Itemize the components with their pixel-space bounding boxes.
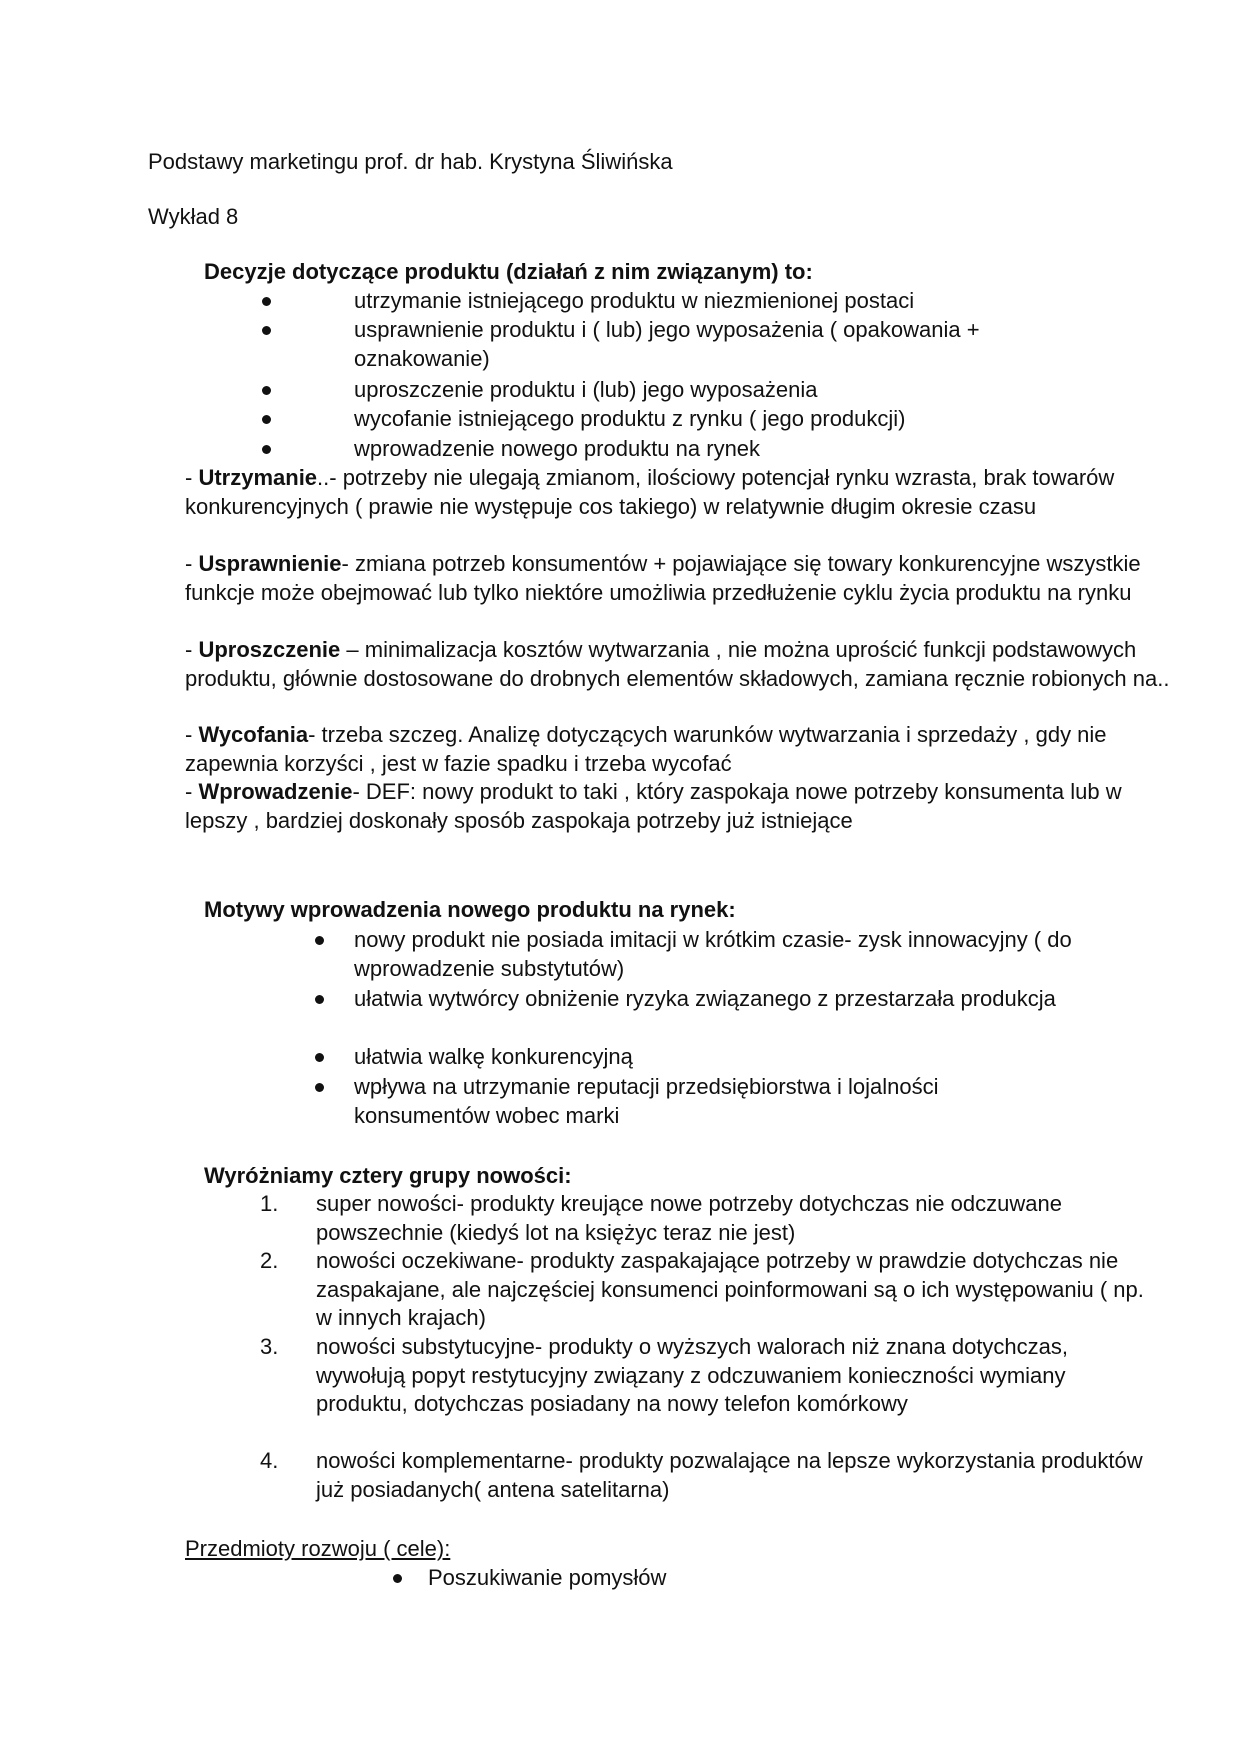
definition-wprowadzenie: - Wprowadzenie- DEF: nowy produkt to taki , który zaspokaja nowe potrzeby konsumenta lub w lepszy , bardziej doskonały sposób zaspokaja potrzeby już istniejące — [185, 779, 1122, 833]
definition-text: – minimalizacja kosztów wytwarzania , nie można uprościć funkcji podstawowych produktu, głównie dostosowane do drobnych elementów składowych, zamiana ręcznie robionych na.. — [185, 637, 1170, 691]
list-number: 2. — [260, 1248, 279, 1273]
list-number: 1. — [260, 1191, 279, 1216]
list-number: 3. — [260, 1334, 279, 1359]
list-item: usprawnienie produktu i ( lub) jego wyposażenia ( opakowania + oznakowanie) — [354, 317, 980, 371]
bullet-dot — [315, 1083, 324, 1092]
section-heading-motives: Motywy wprowadzenia nowego produktu na rynek: — [204, 897, 736, 922]
bullet-dot — [315, 936, 324, 945]
numbered-item: super nowości- produkty kreujące nowe potrzeby dotychczas nie odczuwane powszechnie (kiedyś lot na księżyc teraz nie jest) — [316, 1191, 1062, 1245]
definition-term: Wycofania — [198, 722, 309, 747]
lecture-number: Wykład 8 — [148, 204, 239, 229]
list-item: wpływa na utrzymanie reputacji przedsiębiorstwa i lojalności konsumentów wobec marki — [354, 1074, 939, 1128]
list-item: nowy produkt nie posiada imitacji w krótkim czasie- zysk innowacyjny ( do wprowadzenie substytutów) — [354, 927, 1072, 981]
definition-term: Utrzymanie — [198, 465, 318, 490]
list-item: wycofanie istniejącego produktu z rynku ( jego produkcji) — [354, 406, 906, 431]
bullet-dot — [262, 297, 271, 306]
bullet-dot — [393, 1574, 402, 1583]
section-heading-decisions: Decyzje dotyczące produktu (działań z nim związanym) to: — [204, 259, 813, 284]
definition-uproszczenie: - Uproszczenie – minimalizacja kosztów wytwarzania , nie można uprościć funkcji podstawowych produktu, głównie dostosowane do drobnych elementów składowych, zamiana ręcznie robionych na.. — [185, 637, 1170, 691]
list-item: ułatwia walkę konkurencyjną — [354, 1044, 633, 1069]
definition-term: Usprawnienie — [198, 551, 342, 576]
definition-text: ..- potrzeby nie ulegają zmianom, ilościowy potencjał rynku wzrasta, brak towarów konkurencyjnych ( prawie nie występuje cos takiego) w relatywnie długim okresie czasu — [185, 465, 1115, 519]
document-title: Podstawy marketingu prof. dr hab. Krystyna Śliwińska — [148, 149, 673, 174]
numbered-item: nowości oczekiwane- produkty zaspakajające potrzeby w prawdzie dotychczas nie zaspakajane, ale najczęściej konsumenci poinformowani są o ich występowaniu ( np. w innych krajach) — [316, 1248, 1144, 1330]
list-item: wprowadzenie nowego produktu na rynek — [354, 436, 761, 461]
definition-term: Uproszczenie — [198, 637, 341, 662]
list-item: uproszczenie produktu i (lub) jego wyposażenia — [354, 377, 818, 402]
list-item: ułatwia wytwórcy obniżenie ryzyka związanego z przestarzała produkcja — [354, 986, 1056, 1011]
definition-wycofania: - Wycofania- trzeba szczeg. Analizę dotyczących warunków wytwarzania i sprzedaży , gdy nie zapewnia korzyści , jest w fazie spadku i trzeba wycofać — [185, 722, 1107, 776]
section-heading-novelty-groups: Wyróżniamy cztery grupy nowości: — [204, 1163, 572, 1188]
bullet-dot — [262, 415, 271, 424]
numbered-item: nowości komplementarne- produkty pozwalające na lepsze wykorzystania produktów już posiadanych( antena satelitarna) — [316, 1448, 1143, 1502]
numbered-item: nowości substytucyjne- produkty o wyższych walorach niż znana dotychczas, wywołują popyt restytucyjny związany z odczuwaniem konieczności wymiany produktu, dotychczas posiadany na nowy telefon komórkowy — [316, 1334, 1069, 1416]
list-item: Poszukiwanie pomysłów — [428, 1565, 667, 1590]
definition-text: - zmiana potrzeb konsumentów + pojawiające się towary konkurencyjne wszystkie funkcje może obejmować lub tylko niektóre umożliwia przedłużenie cyklu życia produktu na rynku — [185, 551, 1141, 605]
section-heading-development-goals: Przedmioty rozwoju ( cele): — [185, 1536, 451, 1561]
bullet-dot — [262, 326, 271, 335]
definition-term: Wprowadzenie — [198, 779, 353, 804]
definition-utrzymanie: - Utrzymanie..- potrzeby nie ulegają zmianom, ilościowy potencjał rynku wzrasta, brak towarów konkurencyjnych ( prawie nie występuje cos takiego) w relatywnie długim okresie czasu — [185, 465, 1115, 519]
definition-text: - DEF: nowy produkt to taki , który zaspokaja nowe potrzeby konsumenta lub w lepszy , bardziej doskonały sposób zaspokaja potrzeby już istniejące — [185, 779, 1122, 833]
bullet-dot — [315, 995, 324, 1004]
bullet-dot — [262, 386, 271, 395]
bullet-dot — [262, 445, 271, 454]
definition-usprawnienie: - Usprawnienie- zmiana potrzeb konsumentów + pojawiające się towary konkurencyjne wszystkie funkcje może obejmować lub tylko niektóre umożliwia przedłużenie cyklu życia produktu na rynku — [185, 551, 1141, 605]
bullet-dot — [315, 1053, 324, 1062]
list-item: utrzymanie istniejącego produktu w niezmienionej postaci — [354, 288, 915, 313]
definition-text: - trzeba szczeg. Analizę dotyczących warunków wytwarzania i sprzedaży , gdy nie zapewnia korzyści , jest w fazie spadku i trzeba wycofać — [185, 722, 1107, 776]
list-number: 4. — [260, 1448, 279, 1473]
